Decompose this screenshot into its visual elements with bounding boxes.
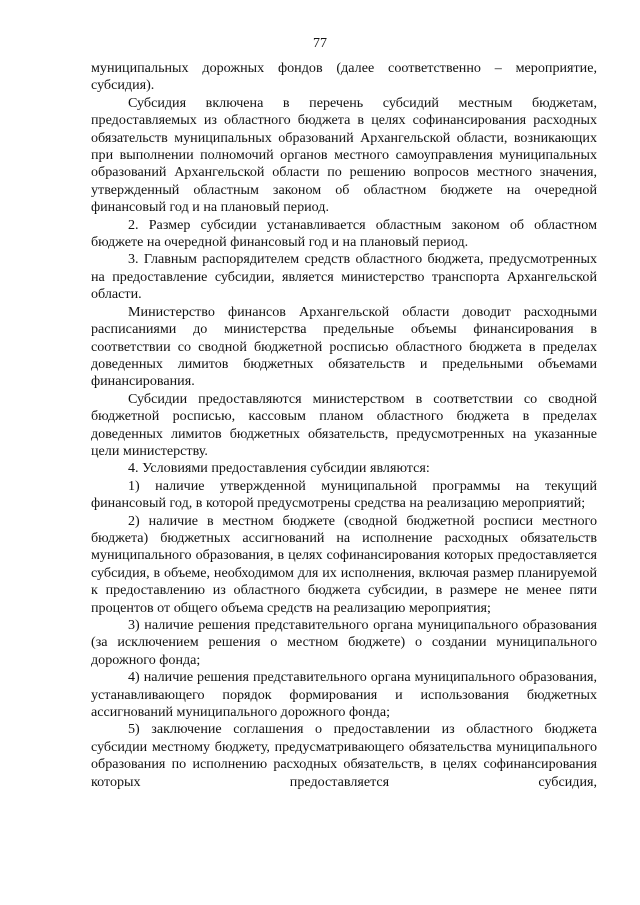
document-body	[91, 60, 597, 791]
paragraph: муниципальных дорожных фондов (далее соответственно – мероприятие, субсидия).	[91, 60, 597, 94]
paragraph: 1) наличие утвержденной муниципальной программы на текущий финансовый год, в которой предусмотрены средства на реализацию мероприятий;	[91, 477, 597, 512]
paragraph: 5) заключение соглашения о предоставлении из областного бюджета субсидии местному бюджету, предусматривающего обязательства муниципального образования по исполнению расходных обязательств, в целях софинансирования которых предоставляется субсидия,	[91, 721, 597, 790]
paragraph: 4. Условиями предоставления субсидии являются:	[128, 460, 430, 477]
page-number: 77	[313, 36, 327, 51]
paragraph: Субсидия включена в перечень субсидий местным бюджетам, предоставляемых из областного бюджета в целях софинансирования расходных обязательств муниципальных образований Архангельской области, возникающих при выполнении полномочий органов местного самоуправления муниципальных образований Архангельской области по решению вопросов местного значения, утвержденный областным законом об областном бюджете на очередной финансовый год и на плановый период.	[91, 94, 597, 216]
paragraph: Субсидии предоставляются министерством в соответствии со сводной бюджетной росписью, кассовым планом областного бюджета в пределах доведенных лимитов бюджетных обязательств, предусмотренных на указанные цели министерству.	[91, 390, 597, 459]
paragraph: 2. Размер субсидии устанавливается областным законом об областном бюджете на очередной финансовый год и на плановый период.	[91, 216, 597, 251]
paragraph: Министерство финансов Архангельской области доводит расходными расписаниями до министерства предельные объемы финансирования в соответствии со сводной бюджетной росписью областного бюджета в пределах доведенных лимитов бюджетных обязательств и предельными объемами финансирования.	[91, 303, 597, 390]
paragraph: 2) наличие в местном бюджете (сводной бюджетной росписи местного бюджета) бюджетных ассигнований на исполнение расходных обязательств муниципального образования, в целях софинансирования которых предоставляется субсидия, в объеме, необходимом для их исполнения, включая размер планируемой к предоставлению из областного бюджета субсидии, в размере не менее пяти процентов от общего объема средств на реализацию мероприятия;	[91, 512, 597, 616]
paragraph: 4) наличие решения представительного органа муниципального образования, устанавливающего порядок формирования и использования бюджетных ассигнований муниципального дорожного фонда;	[91, 669, 597, 721]
paragraph: 3) наличие решения представительного органа муниципального образования (за исключением решения о местном бюджете) о создании муниципального дорожного фонда;	[91, 617, 597, 668]
paragraph: 3. Главным распорядителем средств областного бюджета, предусмотренных на предоставление субсидии, является министерство транспорта Архангельской области.	[91, 251, 597, 303]
